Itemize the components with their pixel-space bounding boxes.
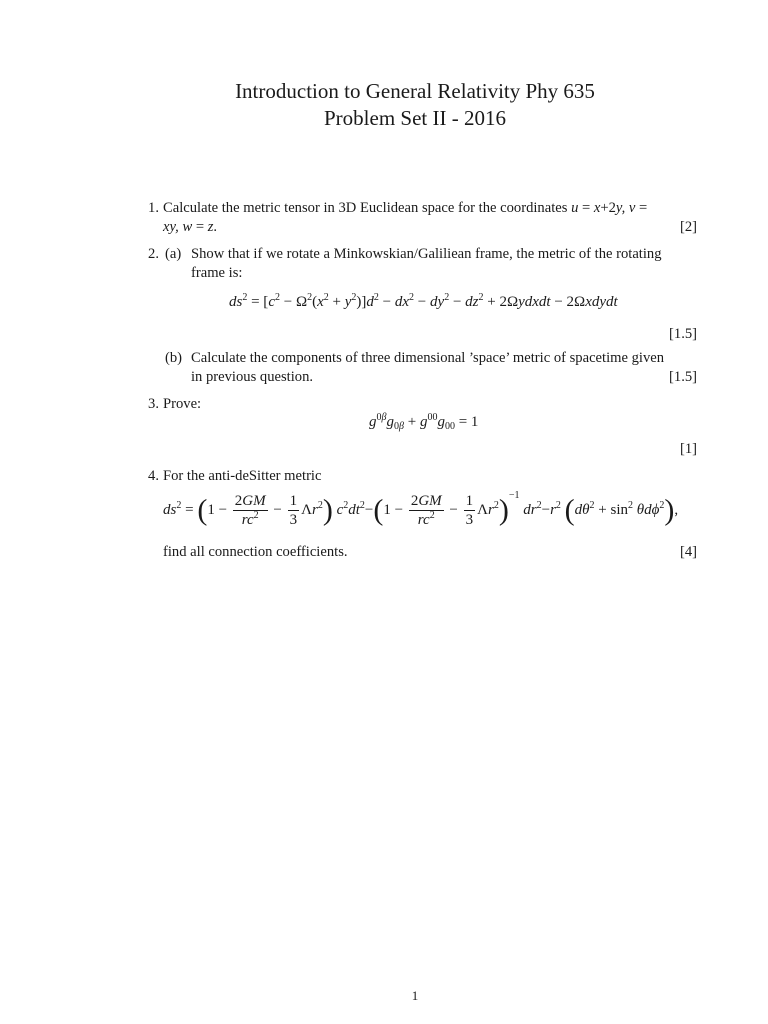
page-number: 1 — [411, 988, 419, 1003]
problem-1-number: 1. — [148, 200, 159, 216]
problem-3-marks: [1] — [679, 441, 697, 457]
problem-1-coords: u = x+2y, v = — [571, 200, 648, 216]
problem-4-text: For the anti-deSitter metric — [163, 468, 322, 484]
problem-2-number: 2. — [148, 246, 159, 262]
problem-1-marks: [2] — [679, 219, 697, 235]
problem-3-text: Prove: — [163, 396, 202, 412]
problem-1-line1: Calculate the metric tensor in 3D Euclidean space for the coordinates — [163, 200, 568, 216]
problem-2b-line1: Calculate the components of three dimensional ’space’ metric of spacetime given — [191, 350, 665, 366]
problem-2b-line2: in previous question. — [191, 369, 314, 385]
problem-2b-marks: [1.5] — [669, 369, 697, 385]
problem-2a-line2: frame is: — [191, 265, 243, 281]
document-title: Introduction to General Relativity Phy 635 — [235, 79, 595, 103]
problem-4-after-text: find all connection coefficients. — [163, 544, 348, 560]
problem-1-text — [163, 200, 647, 217]
problem-4-number: 4. — [148, 468, 159, 484]
rotating-metric-equation: $ds^2 = [c^2 - \Omega^2(x^2 + y^2)]d^2 - dx^2 - dy^2 - dz^2$ + 2Ωydxdt − 2Ωxdydt — [229, 292, 618, 310]
problem-4-marks: [4] — [679, 544, 697, 560]
problem-3-number: 3. — [148, 396, 159, 412]
metric-identity-equation: $g^{0\beta}g_{0\beta} + g^{00}g_{00} = 1$ — [369, 412, 479, 432]
problem-2a-label: (a) — [165, 246, 182, 262]
document-subtitle: Problem Set II - 2016 — [324, 106, 506, 130]
problem-2a-line1: Show that if we rotate a Minkowskian/Galiliean frame, the metric of the rotating — [191, 246, 662, 262]
anti-desitter-metric-equation: $ds^2 = (1$ − $\frac{2GM}{rc^2}$ − $\frac{1}{3}$ $\Lambda r^2$) $c^2dt^2-(1$ − $\frac{2GM}{rc^2}$ − $\frac{1}{3}$ $\Lambda r^2)^{-1}$ $dr^2-r^2$ $(d\theta^2 + \sin^2 \theta d\phi^2)$, — [163, 489, 679, 528]
problem-2b-label: (b) — [165, 350, 183, 366]
problem-2a-marks: [1.5] — [669, 326, 697, 342]
problem-1-text-line2: xy, w = z. — [163, 219, 218, 235]
